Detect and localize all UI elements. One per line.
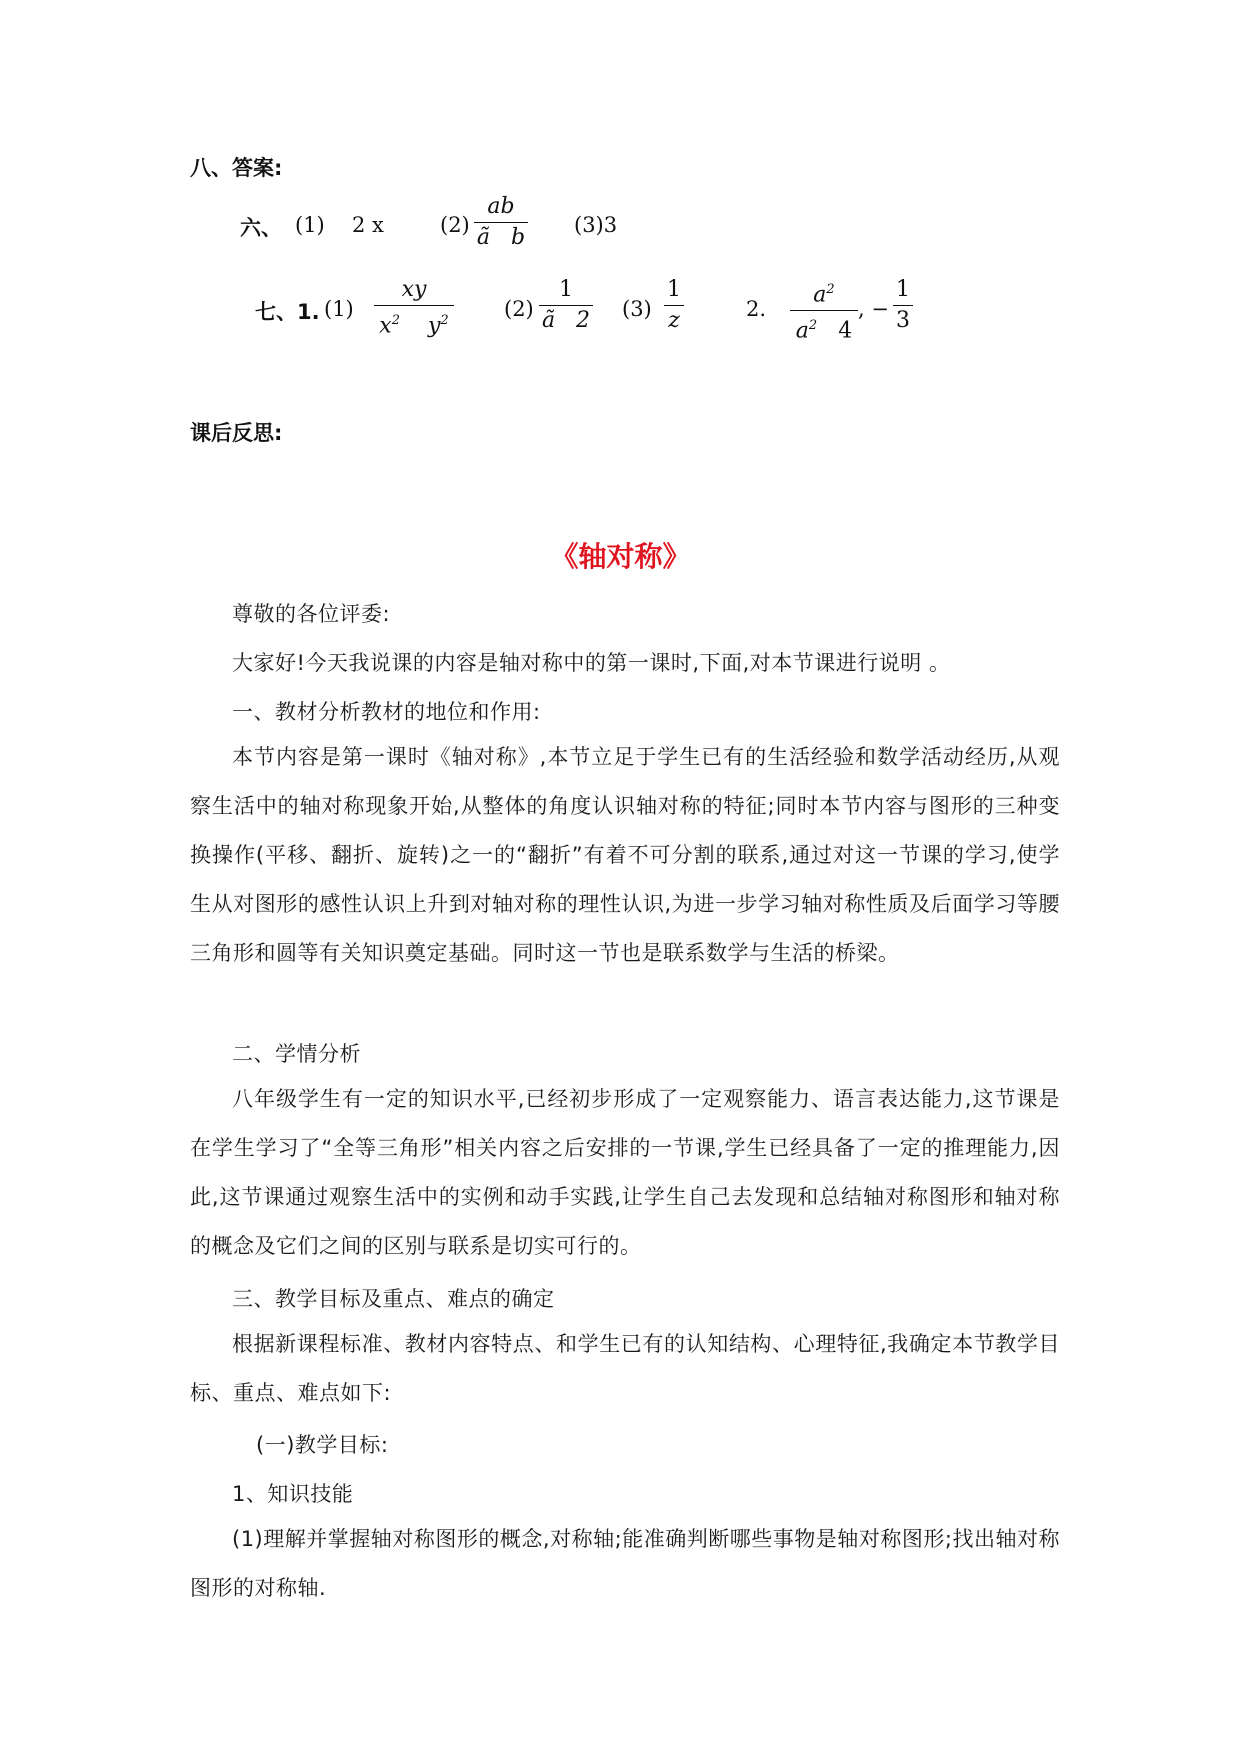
answer-seven-p1: (1) [324, 297, 354, 321]
fraction-denominator: z [668, 308, 680, 333]
skills-heading: 1、知识技能 [232, 1482, 354, 1506]
fraction-numerator: 1 [896, 277, 910, 302]
fraction-denominator: 3 [896, 308, 910, 333]
answer-seven-fraction-2 [539, 276, 593, 335]
skill-item-1: (1)理解并掌握轴对称图形的概念,对称轴;能准确判断哪些事物是轴对称图形;找出轴对称图形的对称轴. [190, 1527, 1060, 1600]
greeting: 尊敬的各位评委: [232, 602, 391, 626]
lecture-title: 《轴对称》 [550, 540, 691, 573]
answer-seven-fraction-3 [664, 276, 684, 335]
answer-seven-label: 七、1. [255, 300, 320, 324]
section-2-body: 八年级学生有一定的知识水平,已经初步形成了一定观察能力、语言表达能力,这节课是在学生学习了“全等三角形”相关内容之后安排的一节课,学生已经具备了一定的推理能力,因此,这节课通过观察生活中的实例和动手实践,让学生自己去发现和总结轴对称图形和轴对称的概念及它们之间的区别与联系是切实可行的。 [190, 1087, 1060, 1258]
answer-seven-separator: , − [858, 297, 889, 321]
reflection-heading: 课后反思: [190, 421, 283, 445]
fraction-numerator: ab [487, 194, 515, 219]
section-3-body: 根据新课程标准、教材内容特点、和学生已有的认知结构、心理特征,我确定本节教学目标、重点、难点如下: [190, 1332, 1060, 1405]
answer-seven-p3: (3) [622, 297, 652, 321]
fraction-denominator: ã 2 [541, 308, 591, 333]
fraction-numerator: 1 [667, 277, 681, 302]
answer-six-p3: (3)3 [574, 213, 618, 237]
answer-six-p1-value: 2 x [352, 213, 384, 237]
goals-heading: (一)教学目标: [256, 1433, 389, 1457]
answer-six-fraction [474, 193, 528, 252]
fraction-denominator: $a^2$ 4 [795, 318, 853, 344]
fraction-bar [474, 222, 528, 223]
answer-seven-p2: (2) [504, 297, 534, 321]
answer-seven-fraction-4 [790, 276, 858, 346]
section-1-body: 本节内容是第一课时《轴对称》,本节立足于学生已有的生活经验和数学活动经历,从观察生活中的轴对称现象开始,从整体的角度认识轴对称的特征;同时本节内容与图形的三种变换操作(平移、翻折、旋转)之一的“翻折”有着不可分割的联系,通过对这一节课的学习,使学生从对图形的感性认识上升到对轴对称的理性认识,为进一步学习轴对称性质及后面学习等腰三角形和圆等有关知识奠定基础。同时这一节也是联系数学与生活的桥梁。 [190, 745, 1060, 965]
fraction-bar [374, 305, 454, 306]
fraction-denominator: ã b [476, 225, 526, 250]
fraction-denominator: $x^2$ $y^2$ [379, 313, 449, 339]
fraction-bar [790, 310, 858, 311]
fraction-numerator: 1 [559, 277, 573, 302]
answer-six-p1: (1) [295, 213, 325, 237]
section-3-heading: 三、教学目标及重点、难点的确定 [232, 1287, 555, 1311]
fraction-bar [893, 305, 913, 306]
section-2-heading: 二、学情分析 [232, 1042, 361, 1066]
answer-six-label: 六、 [240, 216, 282, 240]
section-1-heading: 一、教材分析教材的地位和作用: [232, 700, 541, 724]
answer-seven-fraction-5 [893, 276, 913, 335]
answer-seven-q2: 2. [746, 297, 767, 321]
fraction-numerator: $a^2$ [813, 282, 835, 308]
fraction-bar [664, 305, 684, 306]
intro-paragraph: 大家好!今天我说课的内容是轴对称中的第一课时,下面,对本节课进行说明 。 [232, 651, 951, 675]
fraction-numerator: xy [401, 277, 427, 302]
answer-six-p2: (2) [440, 213, 470, 237]
answers-heading: 八、答案: [190, 156, 283, 180]
answer-seven-fraction-1 [374, 276, 454, 340]
fraction-bar [539, 305, 593, 306]
